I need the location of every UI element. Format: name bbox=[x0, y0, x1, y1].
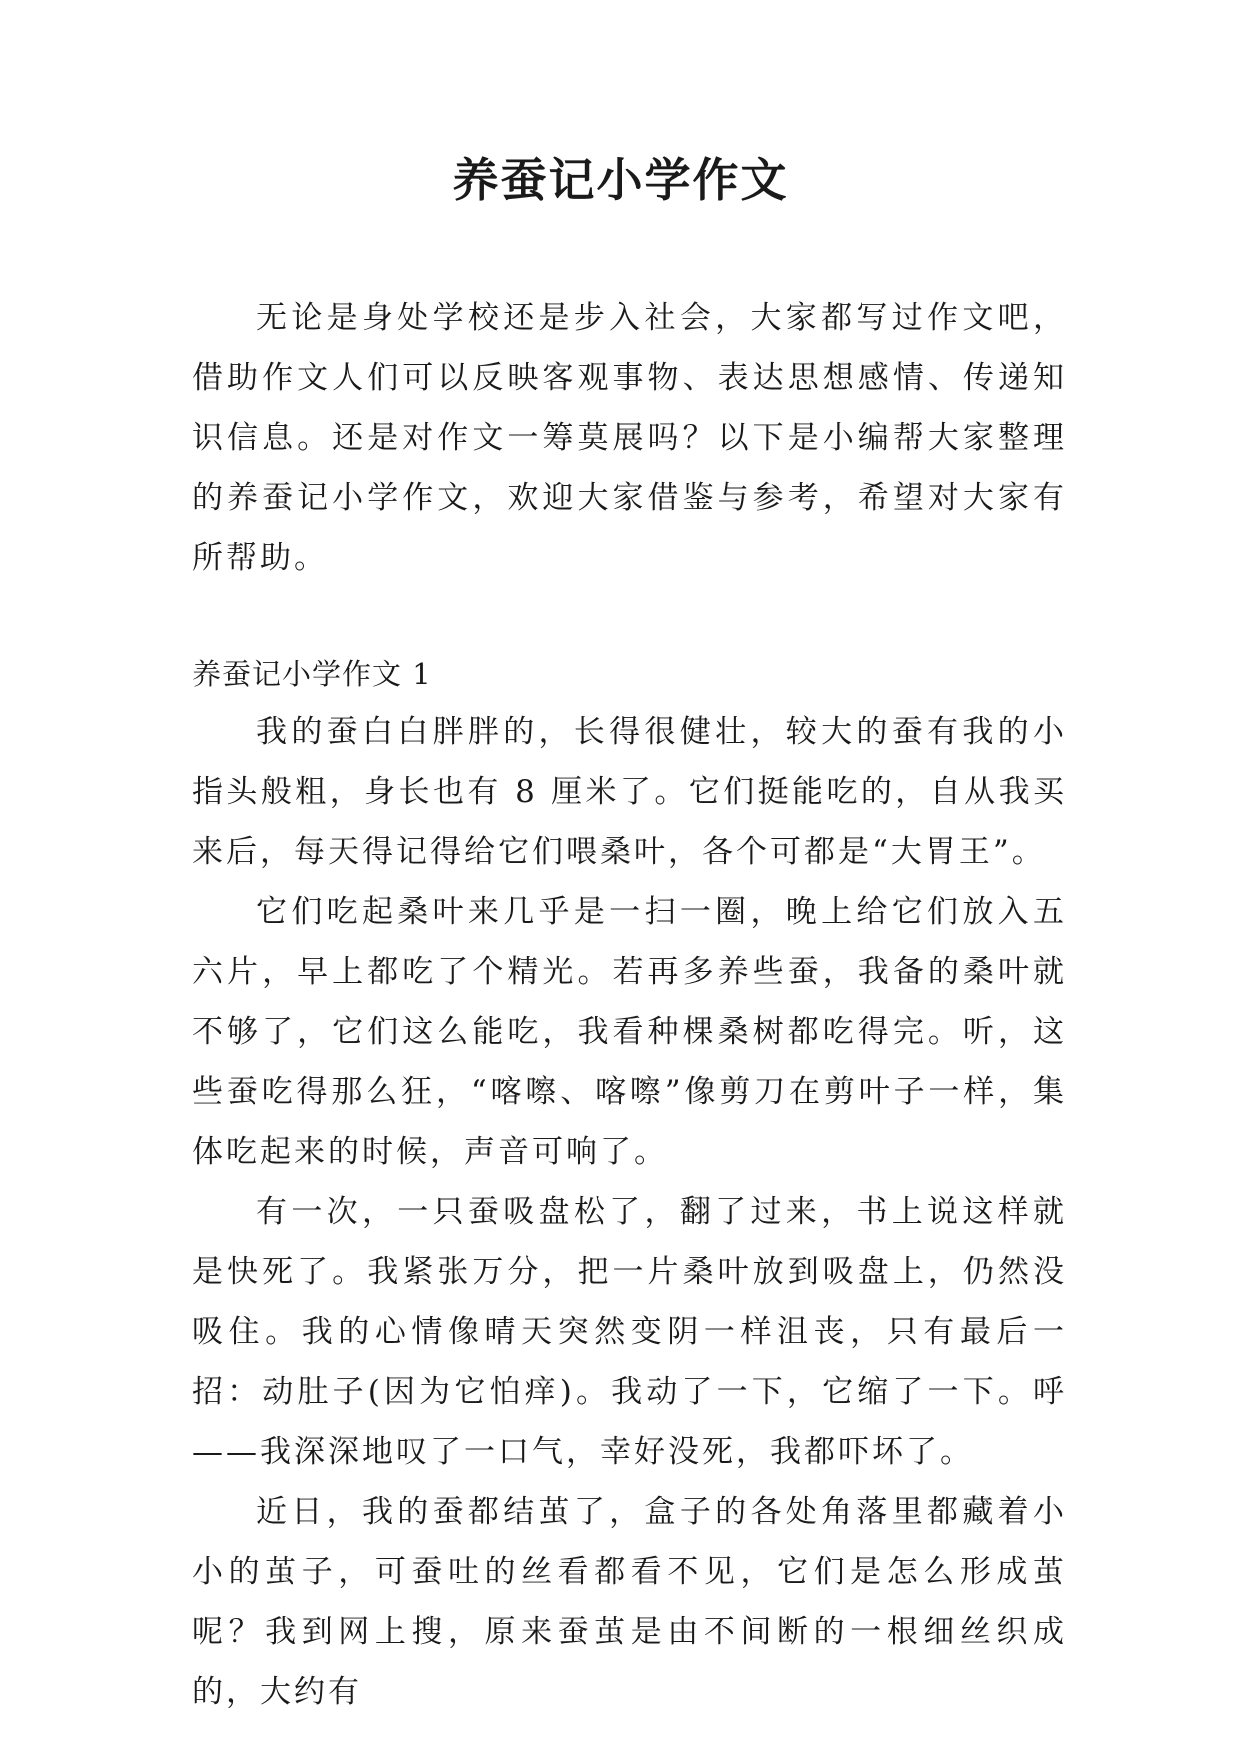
intro-paragraph: 无论是身处学校还是步入社会，大家都写过作文吧，借助作文人们可以反映客观事物、表达思想感情、传递知识信息。还是对作文一筹莫展吗？以下是小编帮大家整理的养蚕记小学作文，欢迎大家借鉴与参考，希望对大家有所帮助。 bbox=[192, 300, 1067, 576]
section-heading: 养蚕记小学作文 1 bbox=[192, 657, 432, 691]
document-title: 养蚕记小学作文 bbox=[452, 153, 789, 207]
body-paragraph-3: 有一次，一只蚕吸盘松了，翻了过来，书上说这样就是快死了。我紧张万分，把一片桑叶放到吸盘上，仍然没吸住。我的心情像晴天突然变阴一样沮丧，只有最后一招：动肚子(因为它怕痒)。我动了一下，它缩了一下。呼——我深深地叹了一口气，幸好没死，我都吓坏了。 bbox=[192, 1194, 1067, 1470]
body-paragraph-1: 我的蚕白白胖胖的，长得很健壮，较大的蚕有我的小指头般粗，身长也有 8 厘米了。它们挺能吃的，自从我买来后，每天得记得给它们喂桑叶，各个可都是“大胃王”。 bbox=[192, 714, 1067, 870]
body-paragraph-4: 近日，我的蚕都结茧了，盒子的各处角落里都藏着小小的茧子，可蚕吐的丝看都看不见，它们是怎么形成茧呢？我到网上搜，原来蚕茧是由不间断的一根细丝织成的，大约有 bbox=[192, 1494, 1067, 1710]
document-body bbox=[192, 288, 1067, 1722]
body-paragraph-2: 它们吃起桑叶来几乎是一扫一圈，晚上给它们放入五六片，早上都吃了个精光。若再多养些蚕，我备的桑叶就不够了，它们这么能吃，我看种棵桑树都吃得完。听，这些蚕吃得那么狂，“喀嚓、喀嚓”像剪刀在剪叶子一样，集体吃起来的时候，声音可响了。 bbox=[192, 894, 1067, 1170]
